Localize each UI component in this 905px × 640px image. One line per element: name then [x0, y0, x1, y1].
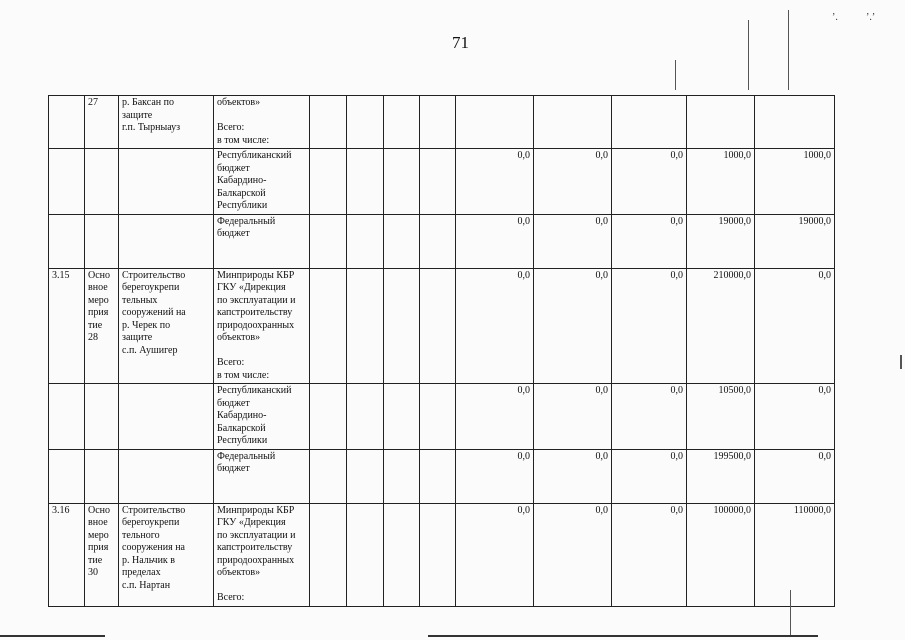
measure-type: 27: [85, 96, 119, 149]
funding-source: Минприроды КБР ГКУ «Дирекция по эксплуатации и капстроительству природоохранных объектов» Всего:: [214, 503, 310, 606]
row-number: [49, 214, 85, 268]
program-table: [48, 95, 835, 607]
value-cell: 0,0: [755, 384, 835, 450]
empty-cell: [420, 149, 456, 215]
value-cell: [687, 96, 755, 149]
scan-artifact: [748, 20, 749, 90]
value-cell: 0,0: [612, 214, 687, 268]
empty-cell: [310, 96, 347, 149]
empty-cell: [310, 503, 347, 606]
row-number: [49, 149, 85, 215]
value-cell: [456, 96, 534, 149]
empty-cell: [420, 449, 456, 503]
funding-source: Федеральный бюджет: [214, 449, 310, 503]
value-cell: 0,0: [612, 149, 687, 215]
value-cell: 0,0: [534, 449, 612, 503]
value-cell: 0,0: [456, 149, 534, 215]
measure-type: [85, 384, 119, 450]
measure-description: [119, 214, 214, 268]
measure-type: [85, 449, 119, 503]
table-row: [49, 96, 835, 149]
empty-cell: [384, 384, 420, 450]
funding-source: Республиканский бюджет Кабардино- Балкарской Республики: [214, 384, 310, 450]
value-cell: [612, 96, 687, 149]
table-row: [49, 214, 835, 268]
row-number: [49, 384, 85, 450]
value-cell: 0,0: [612, 449, 687, 503]
scan-artifact: [675, 60, 676, 90]
value-cell: 19000,0: [755, 214, 835, 268]
empty-cell: [347, 503, 384, 606]
value-cell: 0,0: [612, 503, 687, 606]
measure-description: [119, 384, 214, 450]
value-cell: 0,0: [456, 268, 534, 384]
empty-cell: [347, 268, 384, 384]
empty-cell: [310, 214, 347, 268]
table-row: [49, 503, 835, 606]
empty-cell: [420, 503, 456, 606]
row-number: 3.15: [49, 268, 85, 384]
value-cell: 210000,0: [687, 268, 755, 384]
value-cell: 0,0: [534, 384, 612, 450]
value-cell: 0,0: [612, 268, 687, 384]
value-cell: 0,0: [456, 384, 534, 450]
scan-artifact: [788, 10, 789, 90]
row-number: [49, 96, 85, 149]
corner-mark: ʼ.: [832, 12, 838, 23]
empty-cell: [347, 96, 384, 149]
empty-cell: [310, 268, 347, 384]
funding-source: объектов» Всего: в том числе:: [214, 96, 310, 149]
value-cell: 0,0: [534, 268, 612, 384]
empty-cell: [347, 449, 384, 503]
scan-artifact: [900, 355, 902, 369]
value-cell: 0,0: [456, 214, 534, 268]
value-cell: 0,0: [755, 268, 835, 384]
corner-mark: ʼ.ʼ: [866, 12, 876, 23]
empty-cell: [384, 449, 420, 503]
value-cell: 0,0: [456, 503, 534, 606]
value-cell: 199500,0: [687, 449, 755, 503]
empty-cell: [384, 503, 420, 606]
value-cell: 0,0: [534, 149, 612, 215]
measure-description: Строительство берегоукрепи тельного сооружения на р. Нальчик в пределах с.п. Нартан: [119, 503, 214, 606]
row-number: [49, 449, 85, 503]
value-cell: 19000,0: [687, 214, 755, 268]
empty-cell: [420, 214, 456, 268]
funding-source: Минприроды КБР ГКУ «Дирекция по эксплуатации и капстроительству природоохранных объектов» Всего: в том числе:: [214, 268, 310, 384]
empty-cell: [420, 96, 456, 149]
funding-source: Республиканский бюджет Кабардино- Балкарской Республики: [214, 149, 310, 215]
empty-cell: [420, 268, 456, 384]
value-cell: 0,0: [755, 449, 835, 503]
value-cell: 0,0: [612, 384, 687, 450]
bottom-rule: [428, 635, 818, 637]
measure-type: [85, 149, 119, 215]
measure-description: [119, 449, 214, 503]
value-cell: 1000,0: [687, 149, 755, 215]
measure-description: [119, 149, 214, 215]
empty-cell: [420, 384, 456, 450]
empty-cell: [310, 149, 347, 215]
value-cell: [534, 96, 612, 149]
bottom-rule: [0, 635, 105, 637]
value-cell: 0,0: [456, 449, 534, 503]
value-cell: 110000,0: [755, 503, 835, 606]
empty-cell: [310, 449, 347, 503]
measure-description: р. Баксан по защите г.п. Тырныауз: [119, 96, 214, 149]
value-cell: 1000,0: [755, 149, 835, 215]
value-cell: 0,0: [534, 214, 612, 268]
value-cell: [755, 96, 835, 149]
empty-cell: [310, 384, 347, 450]
table-row: [49, 384, 835, 450]
empty-cell: [384, 149, 420, 215]
value-cell: 100000,0: [687, 503, 755, 606]
funding-source: Федеральный бюджет: [214, 214, 310, 268]
scan-artifact: [790, 590, 791, 636]
measure-type: Осно вное меро прия тие 28: [85, 268, 119, 384]
empty-cell: [347, 384, 384, 450]
empty-cell: [347, 214, 384, 268]
measure-type: [85, 214, 119, 268]
measure-description: Строительство берегоукрепи тельных сооружений на р. Черек по защите с.п. Аушигер: [119, 268, 214, 384]
measure-type: Осно вное меро прия тие 30: [85, 503, 119, 606]
row-number: 3.16: [49, 503, 85, 606]
empty-cell: [384, 268, 420, 384]
empty-cell: [347, 149, 384, 215]
empty-cell: [384, 96, 420, 149]
page-number: 71: [452, 33, 469, 52]
table-row: [49, 149, 835, 215]
table-row: [49, 449, 835, 503]
value-cell: 0,0: [534, 503, 612, 606]
empty-cell: [384, 214, 420, 268]
table-row: [49, 268, 835, 384]
value-cell: 10500,0: [687, 384, 755, 450]
